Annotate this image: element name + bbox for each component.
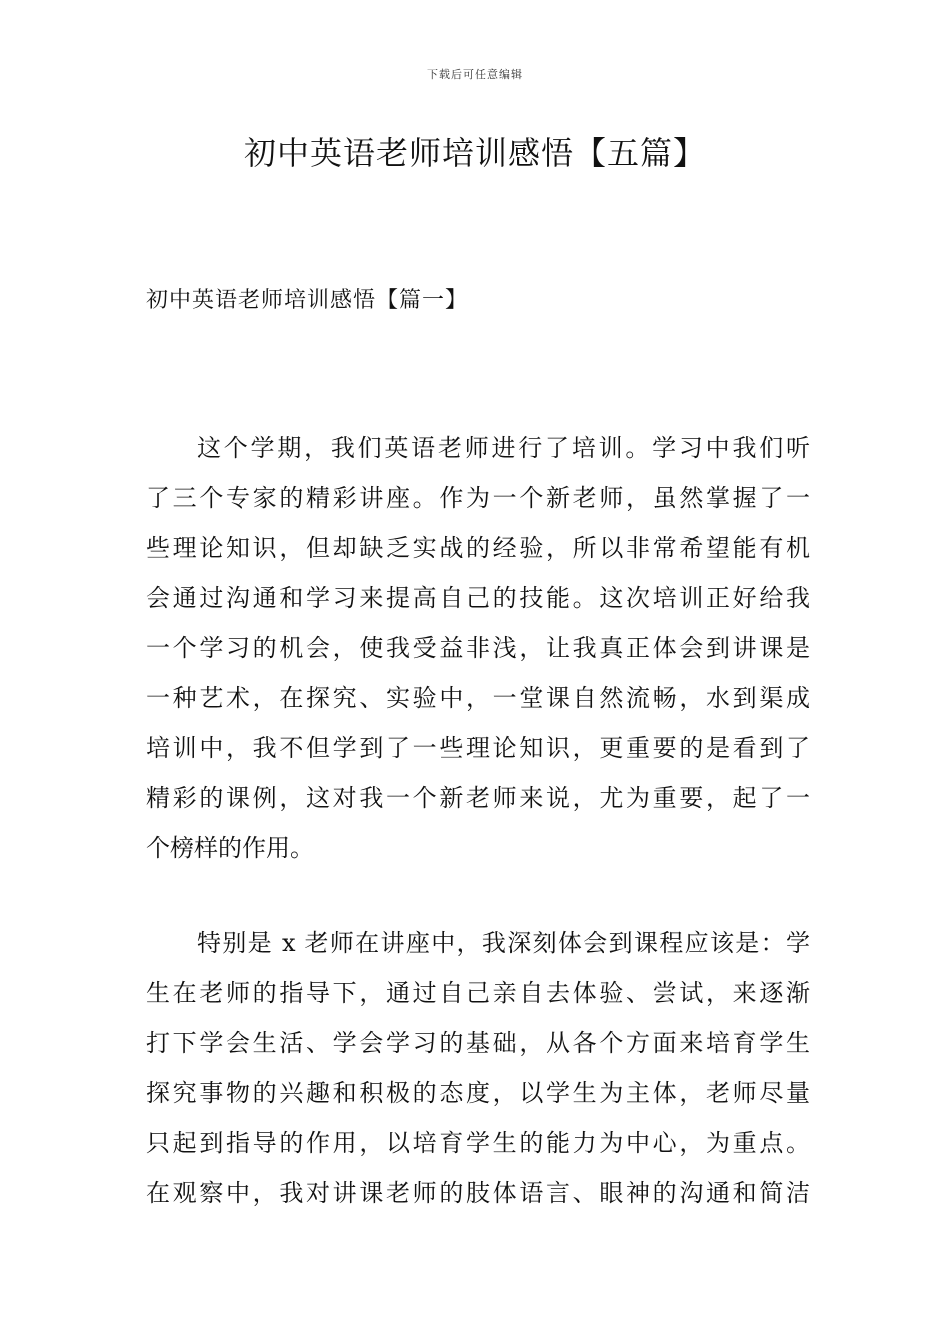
document-title: 初中英语老师培训感悟【五篇】 — [243, 134, 706, 172]
paragraph-line: 打下学会生活、学会学习的基础，从各个方面来培育学生 — [146, 1029, 810, 1057]
paragraph-line: 一个学习的机会，使我受益非浅，让我真正体会到讲课是 — [146, 634, 810, 662]
paragraph-line: 在观察中，我对讲课老师的肢体语言、眼神的沟通和简洁 — [146, 1179, 810, 1207]
paragraph-line: 只起到指导的作用，以培育学生的能力为中心，为重点。 — [146, 1129, 810, 1157]
paragraph-line: 会通过沟通和学习来提高自己的技能。这次培训正好给我 — [146, 584, 810, 612]
paragraph-line: 这个学期，我们英语老师进行了培训。学习中我们听 — [197, 434, 810, 462]
header-note: 下载后可任意编辑 — [427, 68, 523, 81]
paragraph-line: 个榜样的作用。 — [146, 834, 314, 862]
paragraph-line: 精彩的课例，这对我一个新老师来说，尤为重要，起了一 — [146, 784, 810, 812]
paragraph-line: 一种艺术，在探究、实验中，一堂课自然流畅，水到渠成 — [146, 684, 810, 712]
paragraph-line: 培训中，我不但学到了一些理论知识，更重要的是看到了 — [146, 734, 810, 762]
paragraph — [146, 918, 810, 1218]
paragraph-line: 生在老师的指导下，通过自己亲自去体验、尝试，来逐渐 — [146, 979, 810, 1007]
section-heading: 初中英语老师培训感悟【篇一】 — [146, 288, 469, 313]
paragraph — [146, 423, 810, 873]
paragraph-line: 特别是 x 老师在讲座中，我深刻体会到课程应该是：学 — [197, 929, 810, 957]
paragraph-line: 些理论知识，但却缺乏实战的经验，所以非常希望能有机 — [146, 534, 810, 562]
paragraph-line: 探究事物的兴趣和积极的态度，以学生为主体，老师尽量 — [146, 1079, 810, 1107]
paragraph-line: 了三个专家的精彩讲座。作为一个新老师，虽然掌握了一 — [146, 484, 810, 512]
